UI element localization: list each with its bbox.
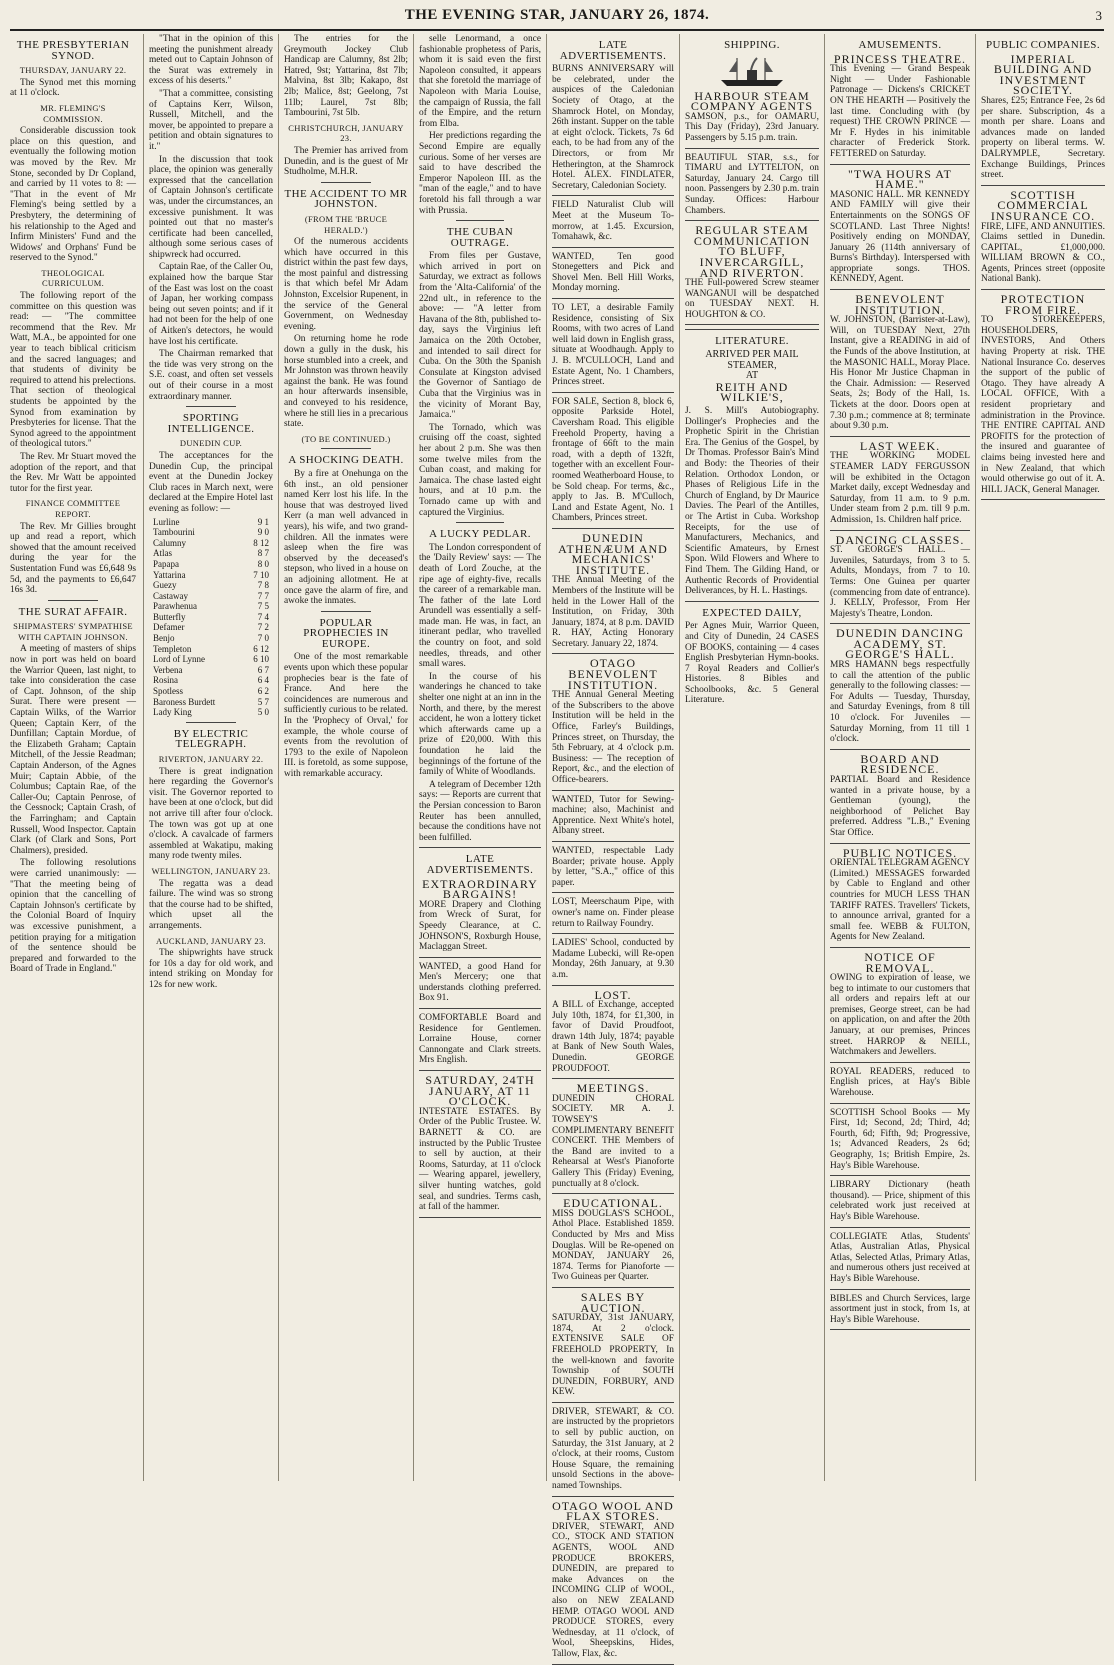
advertisement-title: EDUCATIONAL. bbox=[563, 1196, 663, 1211]
advertisement-title: EXTRAORDINARY BARGAINS! bbox=[422, 876, 538, 902]
table-row bbox=[149, 675, 273, 686]
horse-name: Castaway bbox=[153, 590, 188, 601]
table-row bbox=[149, 633, 273, 644]
table-row bbox=[149, 654, 273, 665]
horse-weight: 9 0 bbox=[257, 527, 269, 538]
paragraph: The Tornado, which was cruising off the coast, sighted her about 2 p.m. She was then some twelve miles from the Cuban coast, and making for Jamaica. The chase lasted eight hours, and at 10 p.m. the Tornado came up with and captured the Virginius. bbox=[419, 422, 541, 518]
advertisement bbox=[830, 1180, 970, 1222]
divider bbox=[419, 957, 541, 958]
table-row bbox=[149, 548, 273, 559]
advertisement bbox=[552, 897, 674, 929]
advertisement bbox=[419, 1013, 541, 1066]
divider bbox=[685, 329, 819, 330]
divider bbox=[552, 841, 674, 842]
divider bbox=[552, 298, 674, 299]
table-row bbox=[149, 591, 273, 602]
paragraph: selle Lenormand, a once fashionable prophetess of Paris, whom it is said even the first Napoleon consulted, it appears that she foretold the marriage of Napoleon with Maria Louise, the campaign of Russia, the fall of the Empire, and the return from Elba. bbox=[419, 34, 541, 129]
advertisement bbox=[552, 795, 674, 837]
advertisement-body: THE Annual General Meeting of the Subscribers to the above Institution will be held in the Office, Farley's Buildings, Princes street, on Thursday, the 5th February, at 4 o'clock p.m. Business: — The reception of Report, &c., and the election of Office-bearers. bbox=[552, 690, 674, 785]
paragraph: "That in the opinion of this meeting the punishment already meted out to Captain Johnson of the Surat was extremely in excess of his deserts." bbox=[149, 34, 273, 87]
horse-name: Guezy bbox=[153, 580, 177, 591]
advertisement-title: SALES BY AUCTION. bbox=[580, 1289, 646, 1315]
horse-name: Parawhenua bbox=[153, 601, 197, 612]
advertisement bbox=[552, 252, 674, 294]
horse-weight: 5 0 bbox=[257, 707, 269, 718]
divider bbox=[685, 601, 819, 602]
divider bbox=[321, 448, 371, 449]
table-row bbox=[149, 622, 273, 633]
headline-accident: THE ACCIDENT TO MR JOHNSTON. bbox=[284, 187, 408, 211]
divider bbox=[981, 185, 1105, 186]
horse-name: Lord of Lynne bbox=[153, 654, 205, 665]
divider bbox=[830, 1289, 970, 1290]
advertisement-body: BEAUTIFUL STAR, s.s., for TIMARU and LYTTELTON, on Saturday, January 24. Cargo till noon. Passengers by 2.30 p.m. train Sunday. Offices: Harbour Chambers. bbox=[685, 152, 819, 216]
divider bbox=[552, 933, 674, 934]
paragraph: The Synod met this morning at 11 o'clock. bbox=[10, 77, 136, 99]
paragraph: The following report of the committee on this question was read: — "The committee recommend that the Rev. Mr Watt, M.A., be appointed for one year to teach biblical criticism and the sacred languages; and that students of divinity be required to attend his prelections. That section of theological students be appointed by the Synod from examination by Presbyteries for license. That the Synod agreed to the appointment of theological tutors." bbox=[10, 291, 136, 450]
page-number: 3 bbox=[1095, 8, 1102, 23]
divider bbox=[552, 1664, 674, 1665]
paragraph: Captain Rae, of the Caller Ou, explained how the barque Star of the East was lost on the coast of Japan, her working compass being out seven points; and if it had not been for the help of one of Aitken's detectors, he would have lost his certificate. bbox=[149, 262, 273, 347]
divider bbox=[321, 611, 371, 612]
column-4 bbox=[413, 34, 546, 1481]
advertisement-list bbox=[830, 51, 970, 1331]
advertisement bbox=[830, 51, 970, 160]
divider bbox=[456, 220, 505, 221]
advertisement-body: LIBRARY Dictionary (heath thousand). — Price, shipment of this celebrated work just received at Hay's Bible Warehouse. bbox=[830, 1180, 970, 1222]
paragraph: The regatta was a dead failure. The wind was so strong that the course had to be shifted, which upset all the arrangements. bbox=[149, 878, 273, 931]
horse-name: Atlas bbox=[153, 548, 172, 559]
advertisement-body: THE Annual Meeting of the Members of the Institute will be held in the Lower Hall of the Institution, on Friday, 30th January, 1874, at 8 p.m. DAVID R. HAY, Acting Honorary Secretary. January 22, 1874. bbox=[552, 575, 674, 649]
horse-weight: 7 4 bbox=[257, 611, 269, 622]
section-late-advertisements: LATE ADVERTISEMENTS. bbox=[426, 853, 534, 876]
advertisement-body: SATURDAY, 31st JANUARY, 1874, At 2 o'clock. EXTENSIVE SALE OF FREEHOLD PROPERTY, In the well-known and favorite Township of SOUTH DUNEDIN, FORBURY, AND KEW. bbox=[552, 1313, 674, 1398]
divider bbox=[830, 436, 970, 437]
advertisement-list bbox=[419, 876, 541, 1218]
paragraph: The following resolutions were carried unanimously: — "That the meeting being of opinion that the cancelling of Captain Johnson's certificate by the Colonial Board of Inquiry was excessive punishment, a petition praying for a mitigation of the sentence should be prepared and forwarded to the Board of Trade in England." bbox=[10, 858, 136, 975]
advertisement bbox=[830, 438, 970, 526]
advertisement-body: TO STOREKEEPERS, HOUSEHOLDERS, INVESTORS, And Others having Property at risk. THE National Insurance Co. deserves the support of the public of Otago. They have already A LOCAL OFFICE, With a resident proprietary and administration in the Province. THE ENTIRE CAPITAL AND PROFITS for the protection of the insured and guarantee of claims being invested here and in New Zealand, that which would otherwise go out of it. A. HILL JACK, General Manager. bbox=[981, 315, 1105, 495]
dateline: WELLINGTON, JANUARY 23. bbox=[151, 865, 271, 876]
advertisement-list bbox=[552, 64, 674, 1664]
horse-name: Yattarina bbox=[153, 569, 186, 580]
literature-ad bbox=[685, 350, 819, 403]
advertisement bbox=[552, 1198, 674, 1283]
divider bbox=[830, 1103, 970, 1104]
literature-title: ARRIVED PER MAIL STEAMER, bbox=[705, 349, 799, 371]
advertisement-body: COLLEGIATE Atlas, Students' Atlas, Australian Atlas, Physical Atlas, Selected Atlas, Primary Atlas, and numerous others just received at Hay's Bible Warehouse. bbox=[830, 1231, 970, 1284]
advertisement bbox=[981, 187, 1105, 285]
headline-cuban-outrage: THE CUBAN OUTRAGE. bbox=[446, 226, 514, 249]
divider bbox=[552, 790, 674, 791]
advertisement bbox=[830, 532, 970, 620]
advertisement bbox=[830, 628, 970, 745]
divider bbox=[685, 148, 819, 149]
divider bbox=[830, 749, 970, 750]
advertisement bbox=[830, 1067, 970, 1099]
expected-daily-heading: EXPECTED DAILY, bbox=[702, 606, 802, 619]
divider bbox=[419, 1217, 541, 1218]
book-list: J. S. Mill's Autobiography. Dollinger's Prophecies and the Prophetic Spirit in the Christian Era. The Genius of the Gospel, by Dr Thomas. Professor Bain's Mind and Body: the Theories of their Relation. Orthodox London, or Phases of Religious Life in the Church of England, by Dr Maurice Davies. The Pearl of the Antilles, or The Artist in Cuba. Workshop Receipts, for the use of Manufacturers, Mechanics, and Scientific Amateurs, by Ernest Spon. Wild Flowers and Where to Find Them. The Gilding Hand, or Authentic Records of Providential Deliverances, by H. L. Hastings. bbox=[685, 406, 819, 597]
divider bbox=[321, 182, 371, 183]
paragraph: On returning home he rode down a gully in the dusk, his horse stumbled into a creek, and Mr Johnston was thrown heavily against the bank. He was found an hour afterwards insensible, and conveyed to his residence, where he still lies in a precarious state. bbox=[284, 334, 408, 430]
advertisement-body: WANTED, Ten good Stonegetters and Pick and Shovel Men. Bell Hill Works, Monday morning. bbox=[552, 251, 674, 294]
advertisement bbox=[552, 200, 674, 242]
advertisement-body: Shares, £25; Entrance Fee, 2s 6d per share. Subscription, 4s a month per share. Loans and advances made on landed property on liberal terms. W. DALRYMPLE, Secretary. Exchange Buildings, Princes street. bbox=[981, 95, 1105, 181]
masthead bbox=[10, 5, 1104, 31]
section-literature: LITERATURE. bbox=[715, 335, 789, 348]
divider bbox=[552, 392, 674, 393]
horse-weight: 8 0 bbox=[257, 558, 269, 569]
paragraph: "That a committee, consisting of Captains Kerr, Wilson, Russell, Mitchell, and the mover, be appointed to prepare a petition and obtain signatures to it." bbox=[149, 88, 273, 152]
horse-weight: 6 10 bbox=[253, 654, 269, 665]
dateline: RIVERTON, JANUARY 22. bbox=[158, 754, 264, 764]
headline-lucky-pedlar: A LUCKY PEDLAR. bbox=[429, 528, 531, 541]
paragraph: In the course of his wanderings he chanced to take shelter one night at an inn in the North, and there, by the merest accident, he won a lottery ticket which afterwards came up a prize of £20,000. With this foundation he laid the beginnings of the fortune of the family of White of Woodlands. bbox=[419, 671, 541, 778]
table-row bbox=[149, 517, 273, 528]
horse-name: Lurline bbox=[153, 516, 180, 527]
divider bbox=[419, 847, 541, 848]
advertisement-body: MRS HAMANN begs respectfully to call the attention of the public generally to the following classes: — For Adults — Tuesday, Thursday, and Saturday Evenings, from 8 till 10 o'clock. For Juveniles — Saturday Morning, from 11 till 1 o'clock. bbox=[830, 660, 970, 745]
divider bbox=[552, 1287, 674, 1288]
advertisement-title: BOARD AND RESIDENCE. bbox=[860, 751, 940, 777]
divider bbox=[981, 289, 1105, 290]
horse-name: Tambourini bbox=[153, 527, 195, 538]
advertisement-title: SCOTTISH COMMERCIAL INSURANCE CO. bbox=[990, 187, 1096, 223]
advertisement bbox=[552, 987, 674, 1075]
section-amusements: AMUSEMENTS. bbox=[858, 39, 942, 51]
advertisement bbox=[419, 876, 541, 953]
table-row bbox=[149, 527, 273, 538]
advertisement-body: BIBLES and Church Services, large assortment just in stock, from 1s, at Hay's Bible Warehouse. bbox=[830, 1293, 970, 1325]
table-row bbox=[149, 707, 273, 718]
horse-weight: 6 12 bbox=[253, 643, 269, 654]
horse-name: Verbena bbox=[153, 664, 183, 675]
column-5 bbox=[546, 34, 679, 1659]
horse-weight: 7 2 bbox=[257, 622, 269, 633]
advertisement bbox=[830, 166, 970, 286]
advertisement-title: REGULAR STEAM COMMUNICATION TO BLUFF, INVERCARGILL, AND RIVERTON. bbox=[693, 223, 811, 280]
advertisement-body: TO LET, a desirable Family Residence, consisting of Six Rooms, with two acres of Land well laid down in English grass, situate at Woodhaugh. Apply to J. B. M'CULLOCH, Land and Estate Agent, No. 1 Chambers, Princes street. bbox=[552, 303, 674, 388]
advertisement-body: PARTIAL Board and Residence wanted in a private house, by a Gentleman (young), the neighborhood of Pelichet Bay preferred. Address "L.B.," Evening Star Office. bbox=[830, 775, 970, 838]
horse-weight: 8 7 bbox=[257, 548, 269, 559]
divider bbox=[552, 985, 674, 986]
advertisement-body: LOST, Meerschaum Pipe, with owner's name on. Finder please return to Railway Foundry. bbox=[552, 897, 674, 929]
paragraph: Her predictions regarding the Second Empire are equally curious. Some of her verses are said to have described the Emperor Napoleon III. as the "man of the eagle," and to have foretold his fall through a war with Prussia. bbox=[419, 131, 541, 216]
advertisement-body: WANTED, Tutor for Sewing-machine; also, Machinist and Apprentice. Next White's hotel, Albany street. bbox=[552, 794, 674, 837]
masthead-title: THE EVENING STAR, JANUARY 26, 1874. bbox=[404, 7, 710, 23]
horse-name: Papapa bbox=[153, 558, 179, 569]
divider bbox=[830, 1175, 970, 1176]
paragraph: The London correspondent of the 'Daily Review' says: — The death of Lord Zouche, at the ripe age of eighty-five, recalls the career of a remarkable man. The father of the late Lord Arundell was essentially a self-made man. He was, in fact, an itinerant pedlar, who travelled the country on foot, and sold needles, threads, and other small wares. bbox=[419, 542, 541, 670]
section-late-advertisements: LATE ADVERTISEMENTS. bbox=[559, 39, 667, 62]
advertisement-title: DANCING CLASSES. bbox=[835, 532, 965, 547]
divider bbox=[830, 1227, 970, 1228]
advertisement bbox=[552, 846, 674, 888]
advertisement-body: COMFORTABLE Board and Residence for Gentlemen. Lorraine House, corner Cannongate and Clark streets. Mrs English. bbox=[419, 1013, 541, 1066]
subhead: MR. FLEMING'S COMMISSION. bbox=[40, 102, 106, 124]
table-row bbox=[149, 644, 273, 655]
expected-books: Per Agnes Muir, Warrior Queen, and City of Dunedin, 24 CASES OF BOOKS, containing — 4 cases English Presbyterian Hymn-books. 7 Royal Readers and Collier's Histories. 8 Bibles and Schoolbooks, &c. 5 General Literature. bbox=[685, 621, 819, 706]
advertisement-body: MASONIC HALL. MR KENNEDY AND FAMILY will give their Entertainments on the SONGS OF SCOTLAND. Last Three Nights! Positively ending on MONDAY, January 26 (114th anniversary of Burns's Birthday). Interspersed with appropriate songs. THOS. KENNEDY, Agent. bbox=[830, 189, 970, 285]
divider bbox=[830, 289, 970, 290]
advertisement bbox=[685, 88, 819, 144]
dateline: CHRISTCHURCH, JANUARY 23. bbox=[288, 122, 404, 144]
section-shipping: SHIPPING. bbox=[724, 39, 780, 51]
advertisement-title: LAST WEEK. bbox=[859, 438, 941, 453]
advertisement-body: FIELD Naturalist Club will Meet at the Museum To-morrow, at 1.45. Excursion, Tomahawk, &c. bbox=[552, 200, 674, 243]
horse-weight: 7 7 bbox=[257, 590, 269, 601]
advertisement-body: MORE Drapery and Clothing from Wreck of Surat, for Speedy Clearance, at C. JOHNSON'S, Roxburgh House, Maclaggan Street. bbox=[419, 899, 541, 953]
horse-weight: 5 7 bbox=[257, 696, 269, 707]
paragraph: One of the most remarkable events upon which these popular prophecies bear is the fate of France. And here the coincidences are numerous and sufficiently curious to be related. In the 'Prophecy of Orval,' for example, the whole course of events from the revolution of 1793 to the exile of Napoleon III. is foretold, as some suppose, with remarkable accuracy. bbox=[284, 652, 408, 779]
divider bbox=[830, 1329, 970, 1330]
advertisement-title: IMPERIAL BUILDING AND INVESTMENT SOCIETY. bbox=[993, 51, 1093, 98]
divider bbox=[830, 1062, 970, 1063]
horse-name: Baroness Burdett bbox=[153, 696, 216, 707]
subhead: SHIPMASTERS' SYMPATHISE WITH CAPTAIN JOHNSON. bbox=[13, 621, 133, 642]
advertisement-body: WANTED, respectable Lady Boarder; private house. Apply by letter, "S.A.," office of this paper. bbox=[552, 845, 674, 888]
advertisement-body: DUNEDIN CHORAL SOCIETY. MR A. J. TOWSEY'S COMPLIMENTARY BENEFIT CONCERT. THE Members of the Band are invited to a Rehearsal at West's Pianoforte Gallery This (Friday) Evening, punctually at 8 o'clock. bbox=[552, 1093, 674, 1189]
advertisement bbox=[419, 962, 541, 1004]
advertisement-body: DRIVER, STEWART, & CO. are instructed by the proprietors to sell by public auction, on Saturday, the 31st January, at 2 o'clock, at their rooms, Custom House Square, the remaining unsold Sections in the above-named Townships. bbox=[552, 1406, 674, 1492]
source-credit: (FROM THE 'BRUCE HERALD.') bbox=[304, 213, 388, 235]
advertisement-title: OTAGO BENEVOLENT INSTITUTION. bbox=[567, 656, 659, 692]
horse-weight: 7 0 bbox=[257, 633, 269, 644]
table-row bbox=[149, 697, 273, 708]
paragraph: Of the numerous accidents which have occurred in this district within the past few days, the most painful and distressing is that which befel Mr Adam Johnston, Excelsior Rupenent, in the service of the General Government, on Wednesday evening. bbox=[284, 237, 408, 332]
advertisement bbox=[552, 530, 674, 650]
paragraph: In the discussion that took place, the opinion was generally expressed that the cancellation of Captain Johnson's certificate was, under the circumstances, an excessive punishment. It was pointed out that no master's certificate had been cancelled, although some serious cases of shipwreck had occurred. bbox=[149, 154, 273, 260]
divider bbox=[552, 1402, 674, 1403]
advertisement-body: A BILL of Exchange, accepted July 10th, 1874, for £1,300, in favor of David Proudfoot, drawn 14th July, 1874; payable at Bank of New South Wales, Dunedin. GEORGE PROUDFOOT. bbox=[552, 1000, 674, 1074]
advertisement-title: PRINCESS THEATRE. bbox=[833, 51, 967, 66]
section-public-companies: PUBLIC COMPANIES. bbox=[986, 39, 1100, 51]
horse-weight: 6 4 bbox=[257, 675, 269, 686]
advertisement bbox=[552, 1498, 674, 1660]
headline-electric-telegraph: BY ELECTRIC TELEGRAPH. bbox=[173, 727, 249, 751]
advertisement-body: ORIENTAL TELEGRAM AGENCY (Limited.) MESSAGES forwarded by Cable to England and other countries for MUCH LESS THAN TARIFF RATES. Travellers' Tickets, to announce arrival, granted for a small fee. WEBB & FULTON, Agents for New Zealand. bbox=[830, 858, 970, 943]
advertisement bbox=[830, 1108, 970, 1172]
divider bbox=[552, 1193, 674, 1194]
advertisement bbox=[830, 1232, 970, 1285]
paragraph: The Rev. Mr Gillies brought up and read a report, which showed that the amount received during the year for the Sustentation Fund was £6,648 9s 5d, and the payments to £6,647 16s 3d. bbox=[10, 521, 136, 596]
divider bbox=[419, 1008, 541, 1009]
table-row bbox=[149, 612, 273, 623]
literature-at: AT bbox=[745, 370, 759, 382]
advertisement-title: MEETINGS. bbox=[576, 1081, 650, 1096]
column-7 bbox=[824, 34, 975, 1481]
divider bbox=[830, 843, 970, 844]
divider bbox=[419, 1070, 541, 1071]
divider bbox=[552, 892, 674, 893]
column-6 bbox=[679, 34, 824, 1481]
table-row bbox=[149, 580, 273, 591]
advertisement-title: SATURDAY, 24TH JANUARY, AT 11 O'CLOCK. bbox=[425, 1073, 535, 1109]
paragraph: The acceptances for the Dunedin Cup, the principal event at the Dunedin Jockey Club races in March next, were declared at the Empire Hotel last evening as follow: — bbox=[149, 450, 273, 514]
advertisement-body: MISS DOUGLAS'S SCHOOL, Athol Place. Established 1859. Conducted by Mrs and Miss Douglas. Will be Re-opened on MONDAY, JANUARY 26, 1874. Terms for Pianoforte — Two Guineas per Quarter. bbox=[552, 1208, 674, 1283]
headline-sporting-intelligence: SPORTING INTELLIGENCE. bbox=[167, 412, 255, 435]
advertisement-title: "TWA HOURS AT HAME." bbox=[848, 166, 952, 192]
advertisement bbox=[830, 294, 970, 432]
advertisement-list bbox=[981, 51, 1105, 501]
horse-weight: 7 8 bbox=[257, 580, 269, 591]
headline-surat-affair: THE SURAT AFFAIR. bbox=[18, 605, 128, 618]
advertisement-body: SCOTTISH School Books — My First, 1d; Second, 2d; Third, 4d; Fourth, 6d; Fifth, 9d; Progressive, 1s; Advanced Readers, 2s 6d; Geography, 1s; British Empire, 2s. Hay's Bible Warehouse. bbox=[830, 1107, 970, 1171]
headline-popular-prophecies: POPULAR PROPHECIES IN EUROPE. bbox=[303, 616, 389, 650]
divider bbox=[552, 247, 674, 248]
advertisement bbox=[830, 845, 970, 943]
advertisement-body: ROYAL READERS, reduced to English prices, at Hay's Bible Warehouse. bbox=[830, 1066, 970, 1099]
advertisement-body: OWING to expiration of lease, we beg to intimate to our customers that all orders and repairs left at our premises, George street, can be had on application, on and after the 20th January, at our premises, Princes street. HARROP & NEILL, Watchmakers and Jewellers. bbox=[830, 973, 970, 1058]
advertisement-body: W. JOHNSTON, (Barrister-at-Law), Will, on TUESDAY Next, 27th Instant, give a READING in aid of the Funds of the above Institution, at the MASONIC HALL, Moray Place. His Honor Mr Justice Chapman in the Chair. Admission: — Reserved Seats, 2s; Body of the Hall, 1s. Tickets at the door. Doors open at 7.30 p.m.; commence at 8; terminate about 9.30 p.m. bbox=[830, 315, 970, 432]
subhead: FINANCE COMMITTEE REPORT. bbox=[25, 498, 121, 519]
paragraph: The shipwrights have struck for 10s a day for old work, and intend striking on Monday for 12s for new work. bbox=[149, 948, 273, 990]
advertisement bbox=[552, 64, 674, 191]
column-3 bbox=[278, 34, 413, 1481]
horse-name: Spotless bbox=[153, 686, 184, 697]
advertisement-title: LOST. bbox=[594, 987, 632, 1002]
subhead: DUNEDIN CUP. bbox=[179, 438, 243, 449]
advertisement bbox=[830, 1294, 970, 1326]
advertisement bbox=[981, 294, 1105, 495]
horse-weight: 7 10 bbox=[253, 569, 269, 580]
paragraph: Considerable discussion took place on this question, and eventually the following motion was moved by the Rev. Mr Stone, seconded by Dr Copland, and carried by 11 votes to 8: — "That in the event of Mr Fleming's being settled by a Presbytery, the determining of his relationship to the Aged and Infirm Ministers' Fund and the Widows' and Orphans' Fund be reserved to the Synod." bbox=[10, 126, 136, 264]
table-row bbox=[149, 686, 273, 697]
divider bbox=[552, 528, 674, 529]
divider bbox=[552, 1078, 674, 1079]
advertisement-body: SAMSON, p.s., for OAMARU, This Day (Friday), 23rd January. Passengers by 5.15 p.m. train. bbox=[685, 111, 819, 143]
headline-presbyterian-synod: THE PRESBYTERIAN SYNOD. bbox=[16, 39, 130, 62]
horse-weight: 6 2 bbox=[257, 686, 269, 697]
paragraph: The Chairman remarked that the tide was very strong on the S.E. coast, and often set vessels out of their course in a most extraordinary manner. bbox=[149, 349, 273, 402]
steamship-icon bbox=[717, 54, 787, 88]
divider bbox=[830, 623, 970, 624]
advertisement bbox=[685, 153, 819, 217]
continued-note: (TO BE CONTINUED.) bbox=[301, 433, 391, 444]
headline-shocking-death: A SHOCKING DEATH. bbox=[288, 454, 404, 467]
advertisement-title: PUBLIC NOTICES. bbox=[842, 845, 958, 860]
advertisement bbox=[830, 949, 970, 1058]
paragraph: There is great indignation here regarding the Governor's visit. The Governor reported to have been at one o'clock, but did not arrive till after four o'clock. The town was got up at one o'clock. A cavalcade of farmers assembled at Wakatipu, making many rode twenty miles. bbox=[149, 766, 273, 862]
advertisement-body: THE WORKING MODEL STEAMER LADY FERGUSSON will be exhibited in the Octagon Market daily, except Wednesday and Saturday, from 11 a.m. to 9 p.m. Under steam from 2 p.m. till 9 p.m. Admission, 1s. Children half price. bbox=[830, 451, 970, 525]
horse-name: Calumny bbox=[153, 537, 186, 548]
advertisement-title: HARBOUR STEAM COMPANY AGENTS bbox=[690, 88, 814, 114]
dateline: THURSDAY, JANUARY 22. bbox=[19, 65, 127, 76]
advertisement-body: BURNS ANNIVERSARY will be celebrated, under the auspices of the Caledonian Society of Otago, at the Shamrock Hotel, on Monday, 26th instant. Supper on the table at eight o'clock. Tickets, 7s 6d each, to be had from any of the Directors, or from Mr Hetherington, at the Shamrock Hotel. ALEX. FINDLATER, Secretary, Caledonian Society. bbox=[552, 64, 674, 191]
horse-name: Butterfly bbox=[153, 611, 186, 622]
divider bbox=[830, 530, 970, 531]
paragraph: By a fire at Onehunga on the 6th inst., an old pensioner named Kerr lost his life. In the house that was destroyed lived Kerr (a man well advanced in years), his wife, and two grand-children. All the inmates were asleep when the fire was observed by the deceased's stepson, who lived in a house on an adjoining allotment. He at once gave the alarm of fire, and awoke the inmates. bbox=[284, 468, 408, 607]
advertisement-body: FIRE, LIFE, AND ANNUITIES. Claims settled in Dunedin. CAPITAL, £1,000,000. WILLIAM BROWN & CO., Agents, Princes street (opposite National Bank). bbox=[981, 221, 1105, 285]
paragraph: The Rev. Mr Stuart moved the adoption of the report, and that the Rev. Mr Watt be appointed tutor for the first year. bbox=[10, 451, 136, 494]
horse-name: Templeton bbox=[153, 643, 192, 654]
divider bbox=[830, 164, 970, 165]
horse-weight: 7 5 bbox=[257, 601, 269, 612]
advertisement bbox=[552, 1289, 674, 1398]
advertisement-title: DUNEDIN DANCING ACADEMY, ST. GEORGE'S HALL. bbox=[836, 626, 964, 662]
divider bbox=[830, 947, 970, 948]
advertisement-title: OTAGO WOOL AND FLAX STORES. bbox=[552, 1498, 674, 1524]
advertisement-body: THE Full-powered Screw steamer WANGANUI will be despatched on TUESDAY NEXT. H. HOUGHTON & CO. bbox=[685, 278, 819, 320]
horse-weight: 8 12 bbox=[253, 537, 269, 548]
horse-name: Defamer bbox=[153, 622, 185, 633]
advertisement bbox=[830, 751, 970, 839]
advertisement-body: WANTED, a good Hand for Men's Mercery; one that understands clothing preferred. Box 91. bbox=[419, 961, 541, 1004]
paragraph: A telegram of December 12th says: — Reports are current that the Persian concession to Baron Reuter has been annulled, because the conditions have not been fulfilled. bbox=[419, 779, 541, 843]
divider bbox=[48, 600, 98, 601]
horse-weight: 6 7 bbox=[257, 664, 269, 675]
advertisement bbox=[552, 1407, 674, 1492]
divider bbox=[456, 522, 505, 523]
advertisement-body: INTESTATE ESTATES. By Order of the Public Trustee. W. BARNETT & CO. are instructed by the Public Trustee to sell by auction, at their Rooms, Saturday, at 11 o'clock — Wearing apparel, jewellery, silver hunting watches, gold seal, and sundries. Terms cash, at fall of the hammer. bbox=[419, 1106, 541, 1213]
divider bbox=[685, 324, 819, 325]
table-row bbox=[149, 601, 273, 612]
advertisement-title: PROTECTION FROM FIRE. bbox=[1000, 292, 1086, 317]
advertisement-body: This Evening — Grand Bespeak Night — Under Fashionable Patronage — Dickens's CRICKET ON THE HEARTH — Positively the last time. Concluding with (by request) THE CROWN PRINCE — Mr F. Hydes in his inimitable character of Frederick Stork. FETTERED on Saturday. bbox=[830, 64, 970, 159]
paragraph: The Premier has arrived from Dunedin, and is the guest of Mr Studholme, M.H.R. bbox=[284, 145, 408, 178]
divider bbox=[186, 406, 236, 407]
advertisement-body: ST. GEORGE'S HALL. — Juveniles, Saturdays, from 3 to 5. Adults, Mondays, from 7 to 10. Terms: One Guinea per quarter (commencing from date of entrance). J. KELLY, Professor, From Her Majesty's Theatre, London. bbox=[830, 545, 970, 619]
divider bbox=[552, 195, 674, 196]
subhead: THEOLOGICAL CURRICULUM. bbox=[41, 267, 105, 289]
divider bbox=[552, 1496, 674, 1497]
advertisement-list bbox=[685, 88, 819, 326]
column-8 bbox=[975, 34, 1110, 1481]
table-row bbox=[149, 559, 273, 570]
advertisement bbox=[552, 938, 674, 980]
paragraph: A meeting of masters of ships now in port was held on board the Warrior Queen, last night, to take into consideration the case of Capt. Johnson, of the ship Surat. There were present — Captain Wilks, of the Warrior Queen; Captain Kerr, of the Dunfillan; Captain Mordue, of the Elizabeth Graham; Captain Mitchell, of the Jessie Readman; Captain Anderson, of the Agnes Muir; Captain Abbie, of the Columbus; Captain Rae, of the Caller-Ou; Captain Penrose, of the Cessnock; Captain Crash, of the Farringham; and Captain Russell, Wood Inspector. Captain Clark (of Clark and Sons, Port Chalmers), presided. bbox=[10, 644, 136, 856]
advertisement-body: LADIES' School, conducted by Madame Lubecki, will Re-open Monday, 26th January, at 9.30 a.m. bbox=[552, 938, 674, 980]
horse-weight: 9 1 bbox=[257, 516, 269, 527]
advertisement bbox=[552, 397, 674, 524]
column-1 bbox=[10, 34, 141, 1481]
advertisement bbox=[419, 1075, 541, 1213]
column-2 bbox=[143, 34, 278, 1481]
table-row bbox=[149, 665, 273, 676]
table-row bbox=[149, 570, 273, 581]
advertisement bbox=[552, 1083, 674, 1189]
paragraph: From files per Gustave, which arrived in port on Saturday, we extract as follows from the 'Alta-California' of the 22nd ult., in reference to the above: — "A letter from Havana of the 8th, published to-day, says the Virginius left Jamaica on the 20th October, and intended to sail direct for Cuba. On the 30th the Spanish Consulate at Kingston advised the Governor of Santiago de Cuba that the Virginius was in the vicinity of Morant Bay, Jamaica." bbox=[419, 251, 541, 421]
horse-name: Benjo bbox=[153, 633, 175, 644]
table-row bbox=[149, 538, 273, 549]
bookseller-name: REITH AND WILKIE'S, bbox=[715, 379, 789, 405]
advertisement bbox=[981, 51, 1105, 181]
advertisement bbox=[685, 225, 819, 320]
advertisement-body: FOR SALE, Section 8, block 6, opposite Parkside Hotel, Caversham Road. This eligible Freehold Property, having a frontage of 66ft to the main road, with a depth of 132ft, together with an excellent Four-roomed Weatherboard House, to be Sold cheap. For terms, &c., apply to Jas. B. M'Culloch, Land and Estate Agent, No. 1 Chambers, Princes street. bbox=[552, 396, 674, 524]
advertisement bbox=[552, 303, 674, 388]
divider bbox=[552, 653, 674, 654]
advertisement bbox=[552, 658, 674, 785]
divider bbox=[981, 499, 1105, 500]
advertisement-title: DUNEDIN ATHENÆUM AND MECHANICS' INSTITUTE. bbox=[558, 530, 668, 577]
horse-name: Rosina bbox=[153, 675, 179, 686]
divider bbox=[685, 220, 819, 221]
horse-name: Lady King bbox=[153, 707, 192, 718]
advertisement-title: NOTICE OF REMOVAL. bbox=[864, 949, 936, 975]
acceptances-table bbox=[149, 517, 273, 718]
dateline: AUCKLAND, JANUARY 23. bbox=[156, 935, 266, 946]
advertisement-body: DRIVER, STEWART, AND CO., STOCK AND STATION AGENTS, WOOL AND PRODUCE BROKERS, DUNEDIN, are prepared to make Advances on the INCOMING CLIP of WOOL, also on NEW ZEALAND HEMP. OTAGO WOOL AND PRODUCE STORES, every Wednesday, at 11 o'clock, of Wool, Sheepskins, Hides, Tallow, Flax, &c. bbox=[552, 1521, 674, 1659]
paragraph: The entries for the Greymouth Jockey Club Handicap are Calumny, 8st 2lb; Hatred, 9st; Yattarina, 8st 7lb; Malvina, 8st 3lb; Kakapo, 8st 2lb; Malice, 8st; Geelong, 7st 11lb; Laurel, 7st 8lb; Tambourini, 7st 5lb. bbox=[284, 34, 408, 119]
divider bbox=[186, 722, 236, 723]
advertisement-title: BENEVOLENT INSTITUTION. bbox=[854, 292, 946, 317]
